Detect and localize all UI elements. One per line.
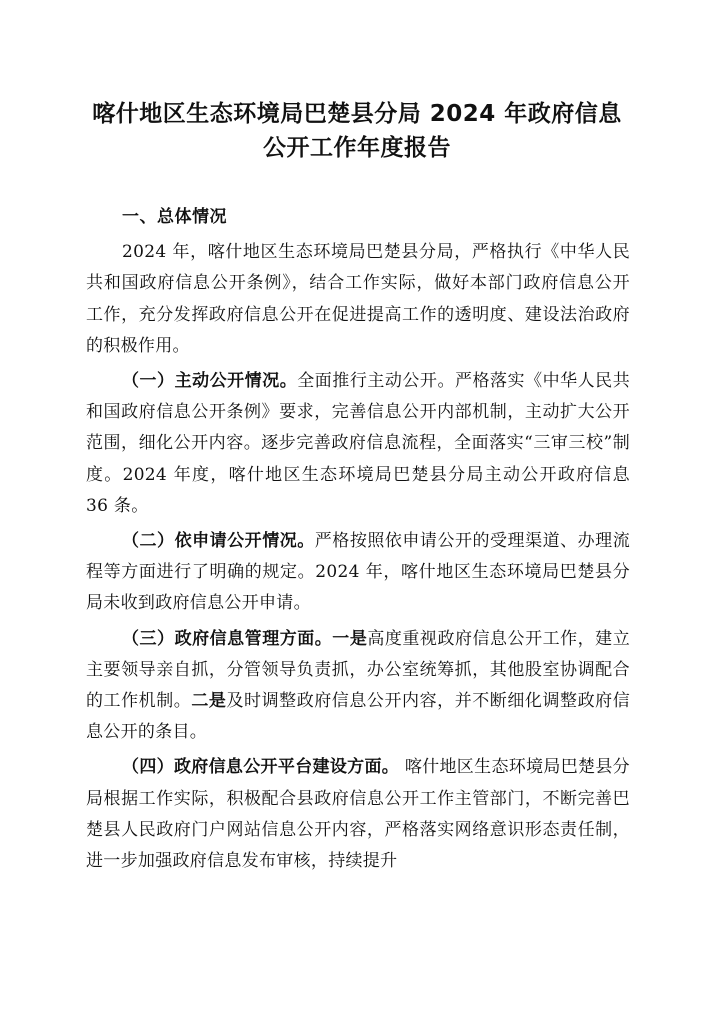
point-two-marker: 二是 — [191, 691, 227, 712]
intro-paragraph: 2024 年，喀什地区生态环境局巴楚县分局，严格执行《中华人民共和国政府信息公开条例》，结合工作实际，做好本部门政府信息公开工作，充分发挥政府信息公开在促进提高工作的透明度、建设法治政府的积极作用。 — [86, 242, 630, 356]
paragraph-lead-management: （三）政府信息管理方面。 — [122, 628, 333, 649]
point-one-marker: 一是 — [332, 628, 368, 649]
document-body — [86, 202, 630, 877]
section-heading-overview: 一、总体情况 — [122, 207, 227, 227]
paragraph-lead-platform: （四）政府信息公开平台建设方面。 — [122, 757, 400, 778]
paragraph-text-application: 严格按照依申请公开的受理渠道、办理流程等方面进行了明确的规定。2024 年，喀什地区生态环境局巴楚县分局未收到政府信息公开申请。 — [86, 531, 630, 614]
paragraph-proactive-disclosure — [86, 366, 630, 522]
document-title-line-1: 喀什地区生态环境局巴楚县分局 2024 年政府信息 — [92, 101, 622, 127]
paragraph-text-platform: 喀什地区生态环境局巴楚县分局根据工作实际，积极配合县政府信息公开工作主管部门，不断完善巴楚县人民政府门户网站信息公开内容，严格落实网络意识形态责任制，进一步加强政府信息发布审核，持续提升 — [86, 757, 630, 872]
paragraph-platform-construction — [86, 752, 630, 877]
point-two-text: 及时调整政府信息公开内容，并不断细化调整政府信息公开的条目。 — [86, 691, 630, 743]
point-one-text: 高度重视政府信息公开工作，建立主要领导亲自抓，分管领导负责抓，办公室统筹抓，其他股室协调配合的工作机制。 — [86, 628, 630, 712]
document-title-line-2: 公开工作年度报告 — [263, 135, 451, 161]
paragraph-lead-application: （二）依申请公开情况。 — [122, 531, 315, 552]
paragraph-application-disclosure — [86, 526, 630, 620]
paragraph-lead-proactive: （一）主动公开情况。 — [122, 371, 298, 392]
paragraph-text-proactive: 全面推行主动公开。严格落实《中华人民共和国政府信息公开条例》要求，完善信息公开内部机制，主动扩大公开范围，细化公开内容。逐步完善政府信息流程，全面落实“三审三校”制度。2024 年度，喀什地区生态环境局巴楚县分局主动公开政府信息 36 条。 — [86, 371, 630, 516]
paragraph-information-management — [86, 624, 630, 749]
